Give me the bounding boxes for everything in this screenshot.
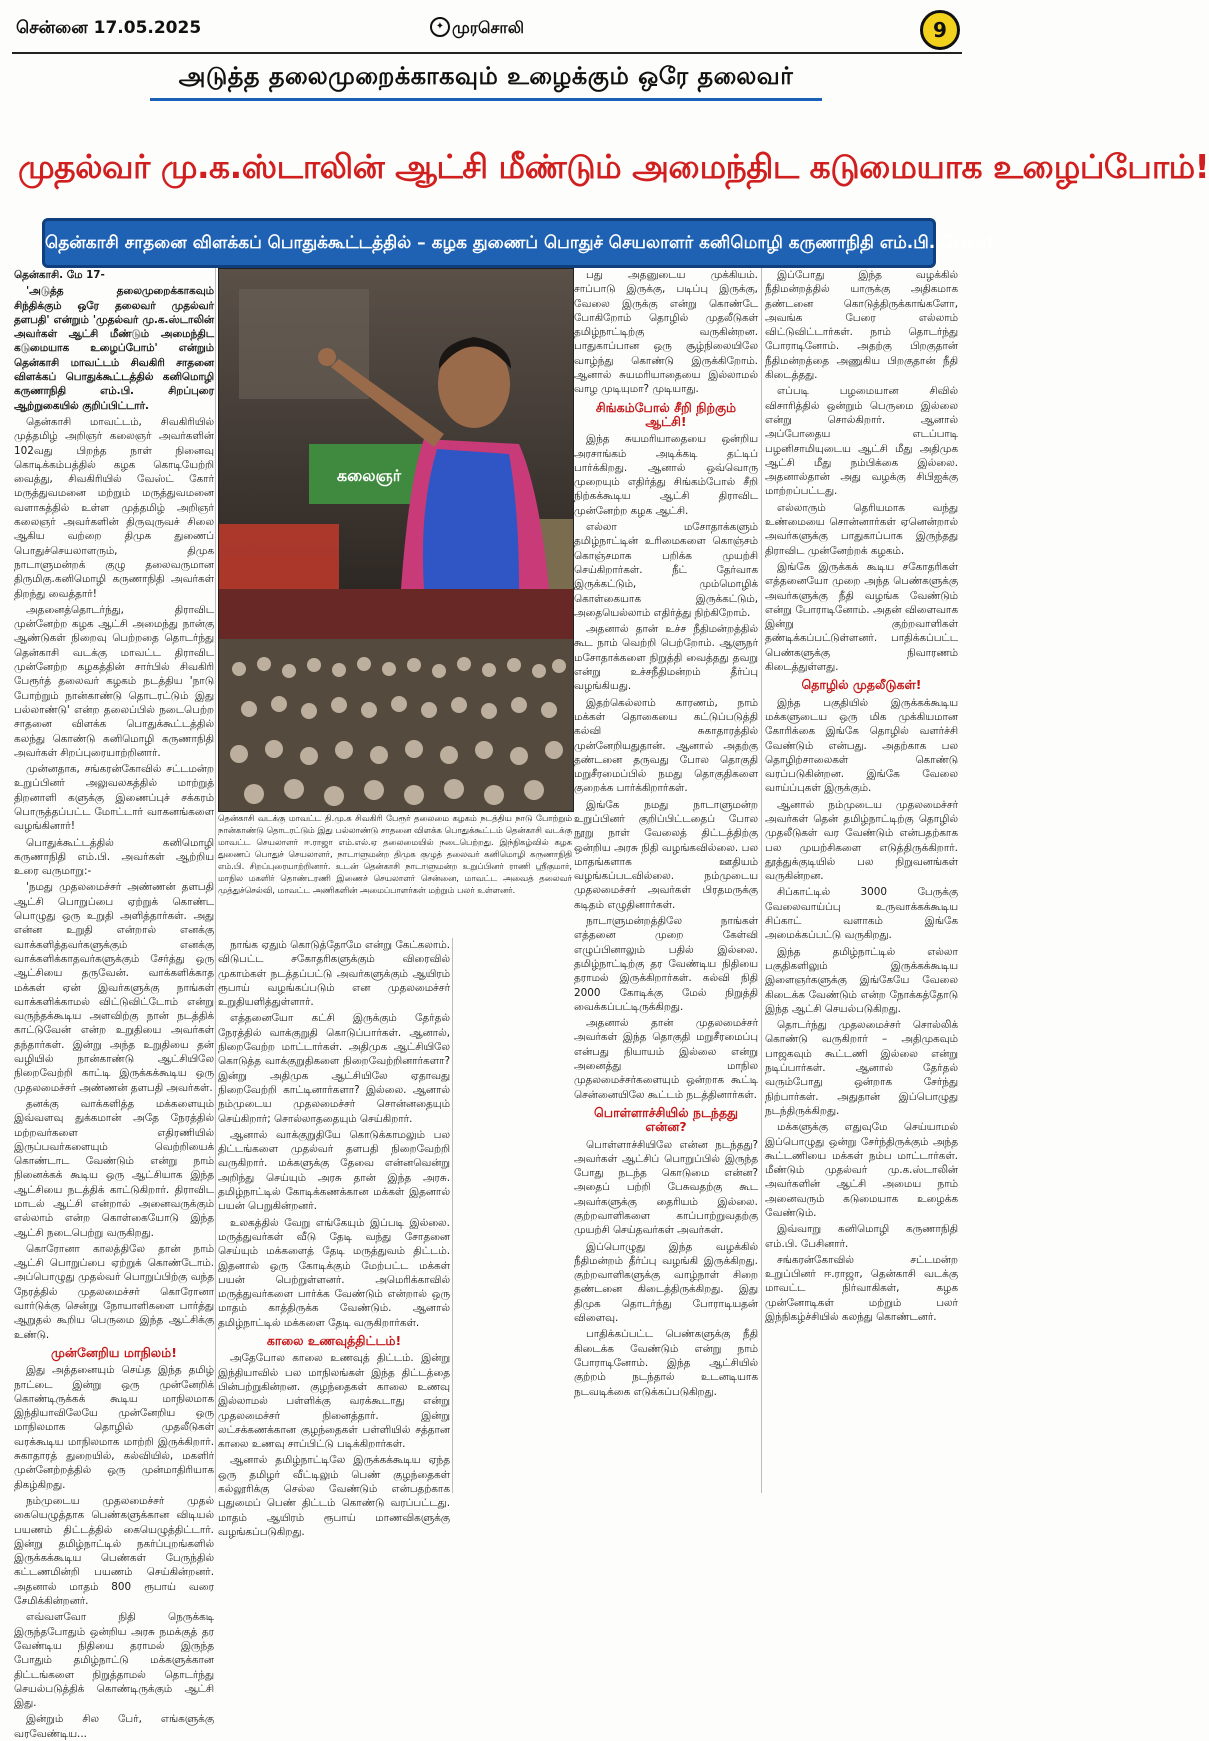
section-subheading: சிங்கம்போல் சீறி நிற்கும் ஆட்சி! (595, 399, 737, 429)
article-paragraph: இப்பொழுது இந்த வழக்கில் நீதிமன்றம் தீர்ப்பு வழங்கி இருக்கிறது. குற்றவாளிகளுக்கு வாழ்நாள் சிறை தண்டனை கிடைத்திருக்கிறது. இது திமுக தொடர்ந்து போராடியதன் விளைவு. (574, 1240, 758, 1325)
article-paragraph: எப்படி பழமையான சிவில் விசாரித்தில் ஒன்றும் பெருமை இல்லை என்று சொல்கிறார். ஆனால் அப்போதைய எடப்பாடி பழனிசாமியுடைய ஆட்சி மீது அதிமுக ஆட்சி மீது நம்பிக்கை இல்லை. அதனால்தான் அது வழக்கு சிபிஐக்கு மாற்றப்பட்டது. (765, 385, 958, 498)
section-subheading: காலை உணவுத்திட்டம்! (266, 1333, 402, 1349)
lead-paragraph: 'அடுத்த தலைமுறைக்காகவும் சிந்திக்கும் ஒரே தலைவர் முதல்வர் தளபதி' என்றும் 'முதல்வர் மு.க.ஸ்டாலின் அவர்கள் ஆட்சி மீண்டும் அமைந்திட கடுமையாக உழைப்போம்' என்றும் தென்காசி மாவட்டம் சிவகிரி சாதனை விளக்கப் பொதுக்கூட்டத்தில் கனிமொழி கருணாநிதி எம்.பி. சிறப்புரை ஆற்றுகையில் குறிப்பிட்டார். (14, 285, 214, 412)
section-subheading: முன்னேறிய மாநிலம்! (51, 1344, 177, 1360)
article-paragraph: இப்போது இந்த வழக்கில் நீதிமன்றத்தில் யாருக்கு அதிகமாக தண்டனை கொடுத்திருக்காங்களோ, அவங்க பேரை எல்லாம் விட்டுவிட்டார்கள். நாம் தொடர்ந்து போராடினோம். அதற்கு பிறகுதான் நீதிமன்றத்தை அணுகிய பிறகுதான் நீதி கிடைத்தது. (765, 269, 958, 382)
article-paragraph: அதனால் தான் முதலமைச்சர் அவர்கள் இந்த தொகுதி மறுசீரமைப்பு என்பது நியாயம் இல்லை என்று அனைத்து மாநில முதலமைச்சர்களையும் ஒன்றாக கூட்டி சென்னையிலே கூட்டம் நடத்தினார்கள். (574, 1017, 758, 1101)
article-paragraph: இங்கே நமது நாடாளுமன்ற உறுப்பினர் குறிப்பிட்டதைப் போல நூறு நாள் வேலைத் திட்டத்திற்கு ஒன்றிய அரசு நிதி வழங்கவில்லை. பல மாதங்களாக ஊதியம் வழங்கப்படவில்லை. நம்முடைய முதலமைச்சர் அவர்கள் பிரதமருக்கு கடிதம் எழுதினார்கள். (574, 798, 758, 911)
article-column-4 (765, 268, 958, 1493)
article-paragraph: 'நமது முதலமைச்சர் அண்ணன் தளபதி ஆட்சி பொறுப்பை ஏற்றுக் கொண்ட பொழுது ஒரு உறுதி அளித்தார்கள். அது என்ன உறுதி என்றால் எனக்கு வாக்களித்தவர்களுக்கும் எனக்கு வாக்களிக்காதவர்களுக்கும் சேர்த்து ஒரு ஆட்சியை தருவேன். வாக்களிக்காத மக்கள் ஏன் இவர்களுக்கு நாங்கள் வாக்களிக்காமல் விட்டுவிட்டோம் என்று வருந்தக்கூடிய அளவிற்கு நான் நடத்திக் காட்டுவேன் என்ற உறுதியை அவர்கள் தந்தார்கள். இன்று அந்த உறுதியை தன் வழியில் நான்காண்டு ஆட்சியிலே நிறைவேற்றி காட்டி இருக்கக்கூடிய ஒரு முதலமைச்சர் அண்ணன் தளபதி அவர்கள். (14, 881, 214, 1094)
article-paragraph: தனக்கு வாக்களித்த மக்களையும் இவ்வளவு துக்கமான் அதே நேரத்தில் மற்றவர்களை எதிரணியில் இருப்பவர்களையும் வெற்றியைக் கொண்டாட வேண்டும் என்று நாம் நினைக்கக் கூடிய ஒரு ஆட்சியாக இந்த ஆட்சியை நடத்திக் காட்டுகிறார். திராவிட மாடல் ஆட்சி என்றால் அனைவருக்கும் எல்லாம் என்ற கொள்கையோடு இந்த ஆட்சி நடைபெற்று வருகிறது. (14, 1097, 214, 1239)
article-paragraph: சிப்காட்டில் 3000 பேருக்கு வேலைவாய்ப்பு உருவாக்கக்கூடிய சிப்காட் வளாகம் இங்கே அமைக்கப்பட்டு வருகிறது. (765, 886, 958, 942)
article-paragraph: ஆனால் நம்முடைய முதலமைச்சர் அவர்கள் தென் தமிழ்நாட்டிற்கு தொழில் முதலீடுகள் வர வேண்டும் என்பதற்காக பல முயற்சிகளை எடுத்திருக்கிறார். தூத்துக்குடியில் பல நிறுவனங்கள் வருகின்றன. (765, 798, 958, 883)
article-paragraph: இவ்வாறு கனிமொழி கருணாநிதி எம்.பி. பேசினார். (765, 1223, 958, 1250)
article-paragraph: பொள்ளாச்சியிலே என்ன நடந்தது? அவர்கள் ஆட்சிப் பொறுப்பில் இருந்த போது நடந்த கொடுமை என்ன? அதைப் பற்றி பேசுவதற்கு கூட அவர்களுக்கு தைரியம் இல்லை. குற்றவாளிகளை காப்பாற்றுவதற்கு முயற்சி செய்தவர்கள் அவர்கள். (574, 1138, 758, 1237)
dateline: தென்காசி. மே 17- (14, 269, 105, 281)
newspaper-logo-icon: ✦ (430, 17, 450, 37)
article-paragraph: உலகத்தில் வேறு எங்கேயும் இப்படி இல்லை. மருத்துவர்கள் வீடு தேடி வந்து சோதனை செய்யும் மக்களைத் தேடி மருத்துவம் திட்டம். இதனால் ஒரு கோடிக்கும் மேற்பட்ட மக்கள் பயன் பெற்றுள்ளனர். அமெரிக்காவில் மருத்துவர்களை பார்க்க வேண்டும் என்றால் ஒரு மாதம் காத்திருக்க வேண்டும். ஆனால் தமிழ்நாட்டில் மக்களை தேடி வருகிறார்கள். (218, 1216, 450, 1329)
column-divider (452, 938, 453, 1493)
article-paragraph: பது அதனுடைய முக்கியம். சாப்பாடு இருக்கு, படிப்பு இருக்கு, வேலை இருக்கு என்று கொண்டே போகிறோம் தொழில் முதலீடுகள் தமிழ்நாட்டிற்கு வருகின்றன. பாதுகாப்பான ஒரு சூழ்நிலையிலே வாழ்ந்து கொண்டு இருக்கிறோம். ஆனால் சுயமரியாதையை இல்லாமல் வாழ முடியுமா? முடியாது. (574, 269, 758, 396)
article-column-1 (14, 268, 214, 1740)
article-column-2 (218, 938, 450, 1538)
kicker-headline: அடுத்த தலைமுறைக்காகவும் உழைக்கும் ஒரே தலைவர் (178, 62, 794, 90)
article-paragraph: இங்கே இருக்கக் கூடிய சகோதரிகள் எத்தனையோ முறை அந்த பெண்களுக்கு அவர்களுக்கு நீதி வழங்க வேண்டும் என்று போராடினோம். அதன் விளைவாக இன்று குற்றவாளிகள் தண்டிக்கப்பட்டுள்ளனர். பாதிக்கப்பட்ட பெண்களுக்கு நிவாரணம் கிடைத்துள்ளது. (765, 560, 958, 674)
speaker-photo-illustration (219, 269, 573, 811)
section-subheading: பொள்ளாச்சியில் நடந்தது என்ன? (594, 1104, 738, 1135)
article-paragraph: இதற்கெல்லாம் காரணம், நாம் மக்கள் தொகையை கட்டுப்படுத்தி கல்வி சுகாதாரத்தில் முன்னேறியதுதான். ஆனால் அதற்கு தண்டனை தருவது போல தொகுதி மறுசீரமைப்பில் நமது தொகுதிகளை குறைக்க பார்க்கிறார்கள். (574, 696, 758, 795)
article-paragraph: நாடாளுமன்றத்திலே நாங்கள் எத்தனை முறை கேள்வி எழுப்பினாலும் பதில் இல்லை. தமிழ்நாட்டிற்கு தர வேண்டிய நிதியை தராமல் இருக்கிறார்கள். கல்வி நிதி 2000 கோடிக்கு மேல் நிறுத்தி வைக்கப்பட்டிருக்கிறது. (574, 915, 758, 1013)
newspaper-name: முரசொலி (452, 18, 524, 37)
masthead (12, 8, 962, 54)
stage-sign-text: கலைஞர் (336, 466, 402, 485)
article-paragraph: அதேபோல காலை உணவுத் திட்டம். இன்று இந்தியாவில் பல மாநிலங்கள் இந்த திட்டத்தை பின்பற்றுகின்றன. குழந்தைகள் காலை உணவு இல்லாமல் பள்ளிக்கு வரக்கூடாது என்று முதலமைச்சர் நினைத்தார். இன்று லட்சக்கணக்கான குழந்தைகள் பள்ளியில் சத்தான காலை உணவு சாப்பிட்டு படிக்கிறார்கள். (218, 1352, 450, 1451)
article-paragraph: தென்காசி மாவட்டம், சிவகிரியில் முத்தமிழ் அறிஞர் கலைஞர் அவர்களின் 102வது பிறந்த நாள் நினைவு கொடிக்கம்பத்தில் கழக கொடியேற்றி வைத்து, சிவகிரியில் வேஸ்ட் கோர் மருத்துவமனை மற்றும் மருத்துவமனை வளாகத்தில் உள்ள முத்தமிழ் அறிஞர் கலைஞர் அவர்களின் திருவுருவச் சிலை ஆகிய வற்றை திமுக துணைப் பொதுச்செயலாளரும், திமுக நாடாளுமன்றக் குழு தலைவருமான திருமிகு.கனிமொழி கருணாநிதி அவர்கள் திறந்து வைத்தார்! (14, 415, 214, 600)
column-divider (215, 268, 216, 1493)
article-paragraph: பொதுக்கூட்டத்தில் கனிமொழி கருணாநிதி எம்.பி. அவர்கள் ஆற்றிய உரை வருமாறு:- (14, 836, 214, 878)
article-paragraph: இந்த தமிழ்நாட்டில் எல்லா பகுதிகளிலும் இருக்கக்கூடிய இளைஞர்களுக்கு இங்கேயே வேலை கிடைக்க வேண்டும் என்ற நோக்கத்தோடு இந்த ஆட்சி செயல்படுகிறது. (765, 945, 958, 1015)
article-paragraph: முன்னதாக, சங்கரன்கோவில் சட்டமன்ற உறுப்பினர் அலுவலகத்தில் மாற்றுத் திறனாளி களுக்கு இணைப்புச் சக்கரம் பொருத்தப்பட்ட மோட்டார் வாகனங்களை வழங்கினார்! (14, 763, 214, 833)
article-photo (218, 268, 574, 812)
article-paragraph: நம்முடைய முதலமைச்சர் முதல் கையெழுத்தாக பெண்களுக்கான விடியல் பயணம் திட்டத்தில் கையெழுத்திட்டார். இன்று தமிழ்நாட்டில் நகர்ப்புறங்களில் இருக்கக்கூடிய பெண்கள் பேருந்தில் கட்டணமின்றி பயணம் செய்கின்றனர். அதனால் மாதம் 800 ரூபாய் வரை சேமிக்கின்றனர். (14, 1494, 214, 1608)
article-paragraph: எல்லா மசோதாக்களும் தமிழ்நாட்டின் உரிமைகளை கொஞ்சம் கொஞ்சமாக பறிக்க முயற்சி செய்கிறார்கள். நீட் தேர்வாக இருக்கட்டும், மும்மொழிக் கொள்கையாக இருக்கட்டும், அதையெல்லாம் எதிர்த்து நிற்கிறோம். (574, 521, 758, 619)
photo-caption: தென்காசி வடக்கு மாவட்ட தி.மு.க சிவகிரி பேரூர் தலைமை கழகம் நடத்திய நாடு போற்றும் நான்காண்டு தொடரட்டும் இது பல்லாண்டு சாதனை விளக்க பொதுக்கூட்டம் தென்காசி வடக்கு மாவட்ட செயலாளர் ஈ.ராஜா எம்.எல்.ஏ தலைமையில் நடைபெற்றது. இந்நிகழ்வில் கழக துணைப் பொதுச் செயலாளர், நாடாளுமன்ற திமுக குழுத் தலைவர் கனிமொழி கருணாநிதி எம்.பி. சிறப்புரையாற்றினார். உடன் தென்காசி நாடாளுமன்ற உறுப்பினர் ராணி ஸ்ரீகுமார், மாநில மகளிர் தொண்டரணி இணைச் செயலாளர் சென்னை, மாவட்ட அவைத் தலைவர் முத்துச்செல்வி, மாவட்ட அணிகளின் அமைப்பாளர்கள் மற்றும் பலர் உள்ளனர். (218, 813, 572, 895)
article-paragraph: ஆனால் தமிழ்நாட்டிலே இருக்கக்கூடிய ஏந்த ஒரு தமிழர் வீட்டிலும் பெண் குழந்தைகள் கல்லூரிக்கு செல்ல வேண்டும் என்பதற்காக புதுமைப் பெண் திட்டம் கொண்டு வரப்பட்டது. மாதம் ஆயிரம் ரூபாய் மாணவிகளுக்கு வழங்கப்படுகிறது. (218, 1454, 450, 1538)
subheadline-banner: தென்காசி சாதனை விளக்கப் பொதுக்கூட்டத்தில் – கழக துணைப் பொதுச் செயலாளர் கனிமொழி கருணாநிதி எம்.பி. பேச்சு! (42, 218, 936, 268)
issue-date: சென்னை 17.05.2025 (16, 18, 202, 38)
article-paragraph: எவ்வளவோ நிதி நெருக்கடி இருந்தபோதும் ஒன்றிய அரசு நமக்குத் தர வேண்டிய நிதியை தராமல் இருந்த போதும் தமிழ்நாட்டு மக்களுக்கான திட்டங்களை நிறுத்தாமல் தொடர்ந்து செயல்படுத்திக் கொண்டிருக்கும் ஆட்சி இது. (14, 1611, 214, 1710)
article-paragraph: பாதிக்கப்பட்ட பெண்களுக்கு நீதி கிடைக்க வேண்டும் என்று நாம் போராடினோம். இந்த ஆட்சியில் குற்றம் நடந்தால் உடனடியாக நடவடிக்கை எடுக்கப்படுகிறது. (574, 1328, 758, 1398)
article-paragraph: அதனைத்தொடர்ந்து, திராவிட முன்னேற்ற கழக ஆட்சி அமைந்து நான்கு ஆண்டுகள் நிறைவு பெற்றதை தொடர்ந்து தென்காசி வடக்கு மாவட்ட திராவிட முன்னேற்ற கழகத்தின் சார்பில் சிவகிரி பேரூர்த் தலைவர் கழகம் நடத்திய 'நாடு போற்றும் நான்காண்டு தொடரட்டும் இது பல்லாண்டு' என்ற தலைப்பில் நடைபெற்ற சாதனை விளக்க பொதுக்கூட்டத்தில் கலந்து கொண்டு கனிமொழி கருணாநிதி அவர்கள் சிறப்புரையாற்றினார். (14, 603, 214, 759)
article-column-3 (574, 268, 758, 1493)
article-paragraph: ஆனால் வாக்குறுதியே கொடுக்காமலும் பல திட்டங்களை முதல்வர் தளபதி நிறைவேற்றி வருகிறார். மக்களுக்கு தேவை என்னவென்று அறிந்து செய்யும் அரசு தான் இந்த அரசு. தமிழ்நாட்டில் கோடிக்கணக்கான மக்கள் இதனால் பயன் பெறுகின்றனர். (218, 1128, 450, 1213)
article-paragraph: நாங்க ஏதும் கொடுத்தோமே என்று கேட்கலாம். விடுபட்ட சகோதரிகளுக்கும் விரைவில் முகாம்கள் நடத்தப்பட்டு அவர்களுக்கும் ஆயிரம் ரூபாய் வழங்கப்படும் என முதலமைச்சர் உறுதியளித்துள்ளார். (218, 939, 450, 1009)
article-paragraph: இந்த பகுதியில் இருக்கக்கூடிய மக்களுடைய ஒரு மிக முக்கியமான கோரிக்கை இங்கே தொழில் வளர்ச்சி வேண்டும் என்பது. அதற்காக பல தொழிற்சாலைகள் கொண்டு வரப்படுகின்றன. இங்கே வேலை வாய்ப்புகள் இருக்கும். (765, 696, 958, 795)
main-headline: முதல்வர் மு.க.ஸ்டாலின் ஆட்சி மீண்டும் அமைந்திட கடுமையாக உழைப்போம்! (18, 147, 1209, 186)
page-number-badge: 9 (920, 10, 960, 50)
article-paragraph: இந்த சுயமரியாதையை ஒன்றிய அரசாங்கம் அடிக்கடி தட்டிப் பார்க்கிறது. ஆனால் ஒவ்வொரு முறையும் எதிர்த்து சிங்கம்போல் சீறி நிற்கக்கூடிய ஆட்சி திராவிட முன்னேற்ற கழக ஆட்சி. (574, 433, 758, 517)
article-paragraph: தொடர்ந்து முதலமைச்சர் சொல்லிக் கொண்டு வருகிறார் – அதிமுகவும் பாஜகவும் கூட்டணி இல்லை என்று நடிப்பார்கள். ஆனால் தேர்தல் வரும்போது ஒன்றாக சேர்ந்து நிற்பார்கள். அதுதான் இப்பொழுது நடந்திருக்கிறது. (765, 1019, 958, 1117)
column-divider (761, 268, 762, 1493)
article-paragraph: எத்தனையோ கட்சி இருக்கும் தேர்தல் நேரத்தில் வாக்குறுதி கொடுப்பார்கள். ஆனால், நிறைவேற்ற மாட்டார்கள். அதிமுக ஆட்சியிலே கொடுத்த வாக்குறுதிகளை நிறைவேற்றினார்களா? இன்று அதிமுக ஆட்சியிலே ஏதாவது நிறைவேற்றி காட்டினார்களா? இல்லை. ஆனால் நம்முடைய முதலமைச்சர் சொன்னதையும் செய்கிறார்; சொல்லாததையும் செய்கிறார். (218, 1012, 450, 1125)
article-paragraph: இன்றும் சில பேர், எங்களுக்கு வரவேண்டிய... (14, 1713, 214, 1740)
kicker-underline (150, 98, 822, 101)
article-paragraph: எல்லாரும் தெரியமாக வந்து உண்மையை சொன்னார்கள் ஏனென்றால் அவர்களுக்கு பாதுகாப்பாக இருந்தது திராவிட முன்னேற்றக் கழகம். (765, 501, 958, 557)
section-subheading: தொழில் முதலீடுகள்! (801, 677, 922, 693)
article-paragraph: இது அத்தனையும் செய்த இந்த தமிழ் நாட்டை இன்று ஒரு முன்னேறிக் கொண்டிருக்கக் கூடிய மாநிலமாக இந்தியாவிலேயே முன்னேறிய ஒரு மாநிலமாக தொழில் முதலீடுகள் வரக்கூடிய மாநிலமாக மாற்றி இருக்கிறார். சுகாதாரத் துறையில், கல்வியில், மகளிர் முன்னேற்றத்தில் ஒரு முன்மாதிரியாக திகழ்கிறது. (14, 1364, 214, 1491)
article-paragraph: அதனால் தான் உச்ச நீதிமன்றத்தில் கூட நாம் வெற்றி பெற்றோம். ஆளுநர் மசோதாக்களை நிறுத்தி வைத்தது தவறு என்று உச்சநீதிமன்றம் தீர்ப்பு வழங்கியது. (574, 623, 758, 693)
article-paragraph: கொரோனா காலத்திலே தான் நாம் ஆட்சி பொறுப்பை ஏற்றுக் கொண்டோம். அப்பொழுது முதல்வர் பொறுப்பிற்கு வந்த நேரத்தில் முதலமைச்சர் கொரோனா வார்டுக்கு சென்று நோயாளிகளை பார்த்து ஆறுதல் கூறிய பெருமை இந்த ஆட்சிக்கு உண்டு. (14, 1242, 214, 1341)
article-paragraph: சங்கரன்கோவில் சட்டமன்ற உறுப்பினர் ஈ.ராஜா, தென்காசி வடக்கு மாவட்ட நிர்வாகிகள், கழக முன்னோடிகள் மற்றும் பலர் இந்நிகழ்ச்சியில் கலந்து கொண்டனர். (765, 1253, 958, 1324)
article-paragraph: மக்களுக்கு எதுவுமே செய்யாமல் இப்பொழுது ஒன்று சேர்ந்திருக்கும் அந்த கூட்டணியை மக்கள் நம்ப மாட்டார்கள். மீண்டும் முதல்வர் மு.க.ஸ்டாலின் அவர்களின் ஆட்சி அமைய நாம் அனைவரும் கடுமையாக உழைக்க வேண்டும். (765, 1121, 958, 1219)
